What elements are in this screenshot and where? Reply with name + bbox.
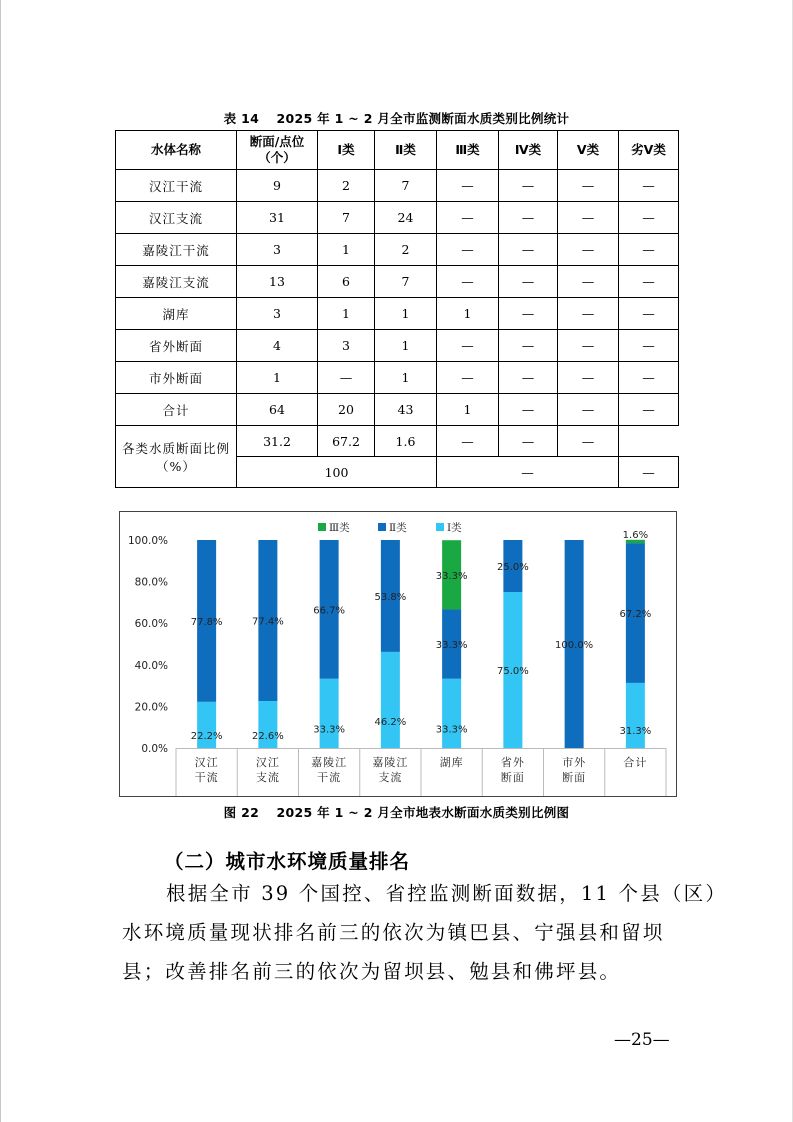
- y-tick-label: 20.0%: [134, 701, 168, 714]
- data-label: 22.2%: [190, 731, 223, 743]
- water-quality-table: [115, 130, 679, 488]
- water-body-name: 汉江支流: [116, 202, 237, 234]
- x-category-label: 支流: [255, 771, 280, 784]
- legend-label: Ⅱ类: [389, 522, 407, 534]
- page-edge-left: [0, 0, 1, 1122]
- table-cell: —: [437, 330, 499, 362]
- ratio-cell: —: [499, 426, 558, 457]
- ratio-sum-good: 100: [237, 457, 437, 488]
- y-tick-label: 100.0%: [127, 535, 168, 547]
- bar-segment: [626, 683, 645, 748]
- table-cell: —: [499, 202, 558, 234]
- legend-swatch: [318, 523, 326, 531]
- table-cell: —: [619, 170, 679, 202]
- table-cell: 7: [318, 202, 375, 234]
- table-cell: 7: [375, 266, 437, 298]
- water-body-name: 湖库: [116, 298, 237, 330]
- table-cell: —: [499, 234, 558, 266]
- bar-segment: [442, 679, 461, 748]
- x-category-label: 干流: [194, 771, 219, 784]
- table-row: [116, 234, 679, 266]
- header-cell: 断面/点位 （个）: [237, 131, 318, 170]
- x-category-label: 汉江: [194, 756, 219, 769]
- header-cell: Ⅱ类: [375, 131, 437, 170]
- table-cell: —: [619, 202, 679, 234]
- legend-label: Ⅲ类: [329, 522, 350, 534]
- page-number: —25—: [614, 1030, 670, 1050]
- table-cell: —: [619, 394, 679, 426]
- bar-segment: [381, 652, 400, 748]
- table-cell: —: [437, 266, 499, 298]
- table-cell: 1: [375, 330, 437, 362]
- table-cell: —: [619, 266, 679, 298]
- table-cell: 1: [318, 234, 375, 266]
- x-category-label: 支流: [378, 771, 403, 784]
- water-body-name: 市外断面: [116, 362, 237, 394]
- table-cell: 1: [318, 298, 375, 330]
- table-cell: —: [499, 298, 558, 330]
- table-cell: —: [558, 362, 619, 394]
- data-label: 77.8%: [190, 616, 223, 628]
- table-row: [116, 330, 679, 362]
- y-tick-label: 40.0%: [134, 659, 168, 672]
- table-cell: 1: [437, 394, 499, 426]
- section-heading: （二）城市水环境质量排名: [164, 850, 411, 873]
- data-label: 33.3%: [435, 640, 468, 652]
- table-cell: —: [558, 170, 619, 202]
- table-cell: 2: [318, 170, 375, 202]
- data-label: 25.0%: [496, 562, 529, 573]
- table-cell: —: [499, 394, 558, 426]
- table-cell: —: [558, 298, 619, 330]
- body-paragraph-line: 水环境质量现状排名前三的依次为镇巴县、宁强县和留坝: [122, 921, 665, 944]
- body-paragraph-line: 县；改善排名前三的依次为留坝县、勉县和佛坪县。: [122, 960, 622, 983]
- table-cell: 64: [237, 394, 318, 426]
- table-header-row: [116, 131, 679, 170]
- data-label: 33.3%: [435, 724, 468, 736]
- data-label: 33.3%: [435, 570, 468, 582]
- water-body-name: 嘉陵江干流: [116, 234, 237, 266]
- table-cell: —: [437, 234, 499, 266]
- water-body-name: 汉江干流: [116, 170, 237, 202]
- legend-swatch: [436, 523, 444, 531]
- table-cell: 3: [237, 234, 318, 266]
- x-category-label: 汉江: [255, 756, 280, 769]
- figure-caption: 图 22 2025 年 1 ~ 2 月全市地表水断面水质类别比例图: [223, 805, 570, 820]
- table-cell: 1: [437, 298, 499, 330]
- table-cell: —: [437, 202, 499, 234]
- table-cell: 13: [237, 266, 318, 298]
- legend-swatch: [378, 523, 386, 531]
- table-cell: —: [619, 234, 679, 266]
- table-cell: 9: [237, 170, 318, 202]
- table-cell: 31: [237, 202, 318, 234]
- body-paragraph-line: 根据全市 39 个国控、省控监测断面数据，11 个县（区）: [166, 882, 728, 905]
- ratio-cell: 1.6: [375, 426, 437, 457]
- table-cell: —: [499, 170, 558, 202]
- table-cell: —: [558, 234, 619, 266]
- y-tick-label: 80.0%: [134, 576, 168, 589]
- data-label: 77.4%: [251, 616, 284, 628]
- table-cell: 7: [375, 170, 437, 202]
- x-category-label: 断面: [500, 771, 525, 784]
- ratio-cell: 67.2: [318, 426, 375, 457]
- ratio-cell: —: [437, 426, 499, 457]
- table-cell: 1: [375, 362, 437, 394]
- chart-canvas: [120, 512, 676, 796]
- table-cell: —: [619, 298, 679, 330]
- table-row: [116, 394, 679, 426]
- table-cell: —: [619, 330, 679, 362]
- data-label: 33.3%: [313, 724, 346, 736]
- header-cell: 劣Ⅴ类: [619, 131, 679, 170]
- water-body-name: 省外断面: [116, 330, 237, 362]
- y-tick-label: 0.0%: [141, 743, 168, 755]
- table-caption: 表 14 2025 年 1 ~ 2 月全市监测断面水质类别比例统计: [223, 111, 570, 126]
- water-body-name: 合计: [116, 394, 237, 426]
- ratio-row: [116, 426, 679, 457]
- data-label: 75.0%: [496, 666, 529, 677]
- data-label: 67.2%: [619, 609, 652, 621]
- data-label: 22.6%: [251, 730, 284, 742]
- table-row: [116, 170, 679, 202]
- data-label: 46.2%: [374, 717, 407, 729]
- table-cell: 24: [375, 202, 437, 234]
- y-tick-label: 60.0%: [134, 618, 168, 631]
- data-label: 100.0%: [555, 640, 594, 651]
- table-cell: —: [558, 202, 619, 234]
- table-cell: —: [558, 394, 619, 426]
- x-category-label: 省外: [500, 756, 525, 769]
- table-row: [116, 298, 679, 330]
- table-cell: 4: [237, 330, 318, 362]
- table-cell: —: [318, 362, 375, 394]
- table-row: [116, 362, 679, 394]
- water-body-name: 嘉陵江支流: [116, 266, 237, 298]
- header-cell: Ⅰ类: [318, 131, 375, 170]
- table-cell: 6: [318, 266, 375, 298]
- ratio-sum-mid: —: [437, 457, 619, 488]
- header-cell: 水体名称: [116, 131, 237, 170]
- x-category-label: 湖库: [439, 756, 464, 769]
- header-cell: Ⅲ类: [437, 131, 499, 170]
- header-cell: Ⅴ类: [558, 131, 619, 170]
- ratio-label: 各类水质断面比例（%）: [116, 426, 237, 488]
- data-label: 53.8%: [374, 591, 407, 603]
- header-cell: Ⅳ类: [499, 131, 558, 170]
- table-cell: —: [437, 170, 499, 202]
- x-category-label: 合计: [623, 756, 648, 769]
- stacked-bar-chart: [119, 511, 677, 797]
- table-row: [116, 202, 679, 234]
- data-label: 31.3%: [619, 725, 652, 737]
- x-category-label: 嘉陵江: [311, 756, 348, 769]
- table-cell: —: [437, 362, 499, 394]
- x-category-label: 断面: [562, 771, 587, 784]
- table-row: [116, 266, 679, 298]
- table-cell: —: [558, 330, 619, 362]
- x-category-label: 嘉陵江: [372, 756, 409, 769]
- ratio-cell: 31.2: [237, 426, 318, 457]
- bar-segment: [320, 679, 339, 748]
- x-category-label: 市外: [562, 756, 587, 769]
- x-category-label: 干流: [317, 771, 342, 784]
- table-cell: —: [499, 330, 558, 362]
- table-cell: 20: [318, 394, 375, 426]
- table-cell: —: [499, 266, 558, 298]
- table-cell: 3: [318, 330, 375, 362]
- data-label: 66.7%: [313, 605, 346, 617]
- table-cell: 43: [375, 394, 437, 426]
- data-label: 1.6%: [622, 529, 649, 541]
- table-cell: 1: [375, 298, 437, 330]
- table-cell: —: [558, 266, 619, 298]
- table-cell: 2: [375, 234, 437, 266]
- legend-label: Ⅰ类: [447, 522, 462, 534]
- table-cell: 1: [237, 362, 318, 394]
- table-cell: —: [619, 362, 679, 394]
- table-cell: 3: [237, 298, 318, 330]
- table-cell: —: [499, 362, 558, 394]
- ratio-sum-worst: —: [619, 457, 679, 488]
- ratio-cell: —: [558, 426, 619, 457]
